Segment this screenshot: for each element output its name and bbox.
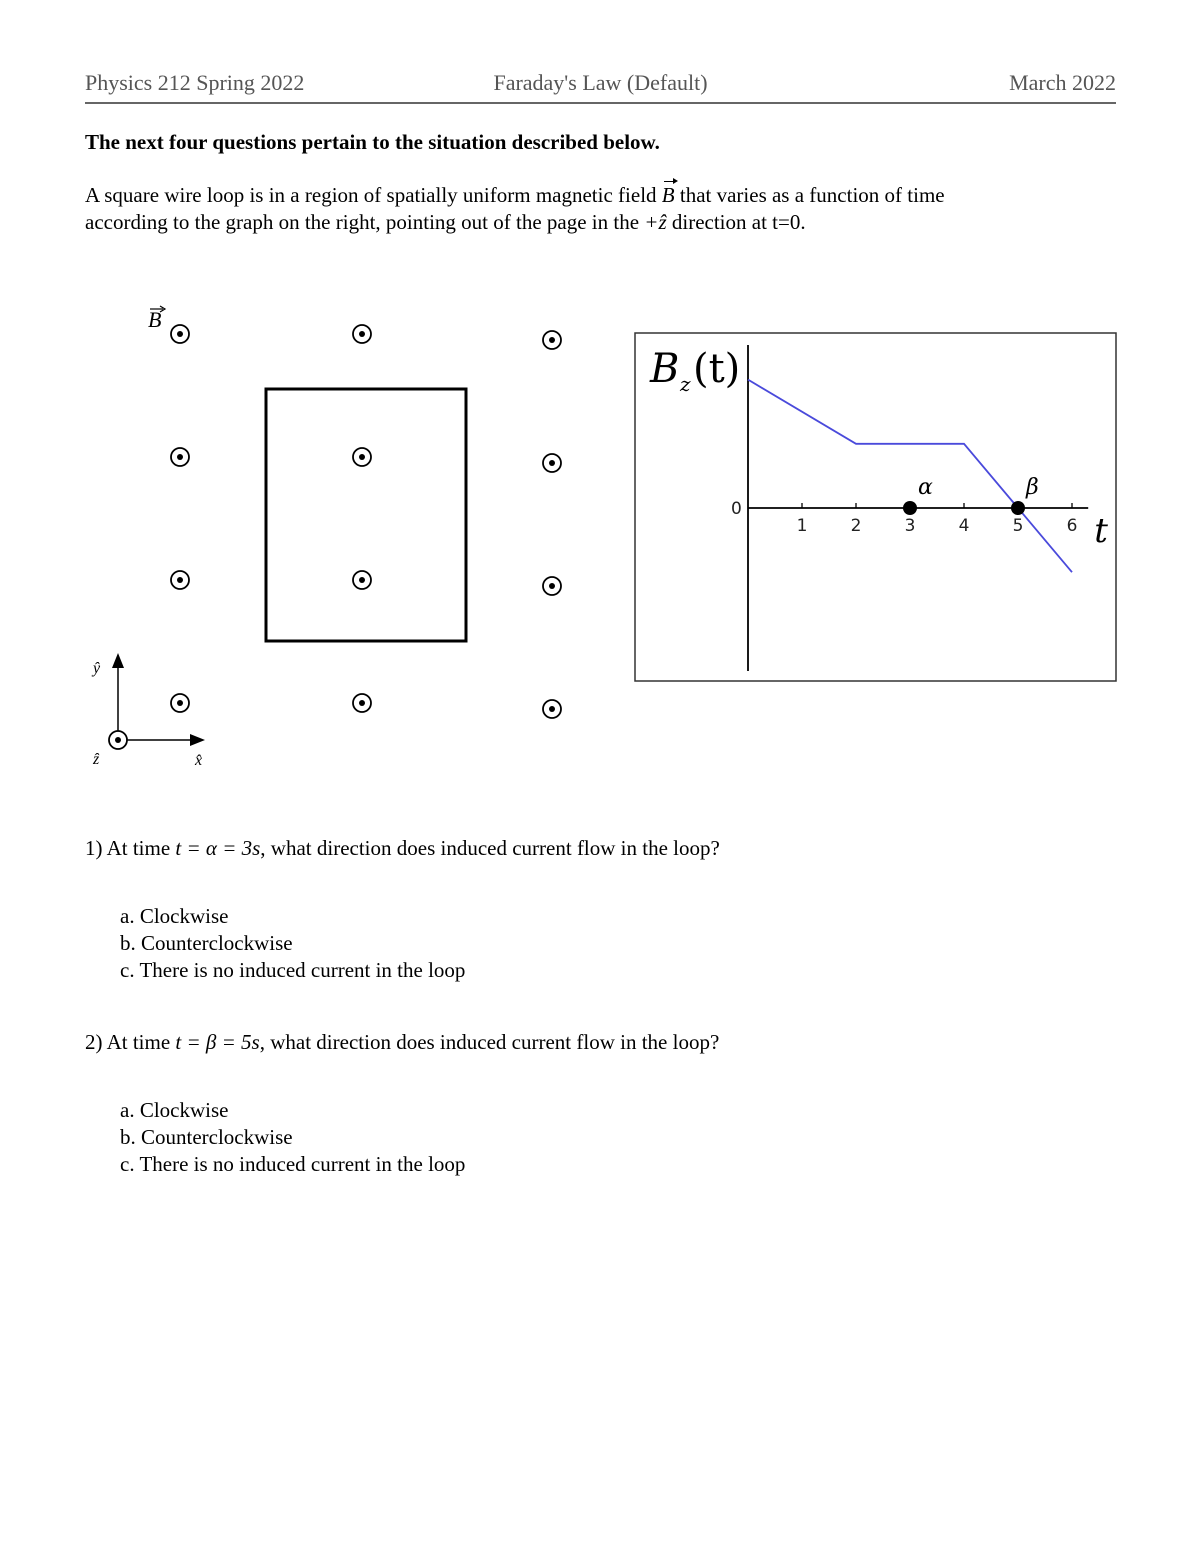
chart-title-subscript: z bbox=[680, 372, 691, 396]
x-tick-label: 5 bbox=[1012, 516, 1024, 536]
b-vector-symbol: B bbox=[661, 183, 675, 207]
y-zero-label: 0 bbox=[731, 499, 742, 519]
z-axis-label: ẑ bbox=[93, 751, 100, 768]
out-of-page-dot-icon bbox=[543, 331, 561, 349]
marked-point bbox=[903, 501, 917, 515]
question-1 bbox=[85, 836, 720, 861]
chart-title-b: B bbox=[650, 346, 680, 392]
choice-clockwise: a. Clockwise bbox=[120, 904, 229, 928]
out-of-page-dot-icon bbox=[171, 325, 189, 343]
choice-clockwise: a. Clockwise bbox=[120, 1098, 229, 1122]
question-1-suffix: , what direction does induced current flow in the loop? bbox=[260, 836, 720, 860]
x-tick-label: 2 bbox=[850, 516, 862, 536]
z-axis-dot-icon bbox=[109, 731, 127, 749]
marked-point-label: β bbox=[1026, 475, 1039, 500]
question-2 bbox=[85, 1030, 719, 1055]
choice-no-current: c. There is no induced current in the loop bbox=[120, 1152, 466, 1176]
x-tick-label: 4 bbox=[958, 516, 970, 536]
question-2-choices bbox=[120, 1097, 465, 1178]
x-tick-label: 3 bbox=[904, 516, 916, 536]
intro-line-2-end: direction at t=0. bbox=[666, 210, 806, 234]
z-hat-symbol: +ẑ bbox=[644, 210, 667, 234]
x-axis-label: x̂ bbox=[195, 752, 203, 769]
out-of-page-dot-icon bbox=[353, 571, 371, 589]
out-of-page-dot-icon bbox=[353, 694, 371, 712]
header-divider bbox=[85, 102, 1116, 104]
question-1-choices bbox=[120, 903, 465, 984]
intro-line-1-start: A square wire loop is in a region of spatially uniform magnetic field bbox=[85, 183, 662, 207]
header-date: March 2022 bbox=[1009, 70, 1116, 95]
intro-line-2 bbox=[85, 210, 806, 235]
marked-point-label: α bbox=[918, 475, 933, 500]
page-header bbox=[85, 70, 1116, 98]
assignment-title: Faraday's Law (Default) bbox=[493, 70, 708, 95]
out-of-page-dot-icon bbox=[543, 577, 561, 595]
choice-no-current: c. There is no induced current in the loop bbox=[120, 958, 466, 982]
marked-point bbox=[1011, 501, 1025, 515]
y-axis-label: ŷ bbox=[93, 660, 101, 677]
figure bbox=[80, 290, 1130, 780]
question-2-prefix: 2) At time bbox=[85, 1030, 176, 1054]
bz-chart bbox=[635, 333, 1116, 681]
choice-counterclockwise: b. Counterclockwise bbox=[120, 1125, 293, 1149]
question-2-equation: t = β = 5s bbox=[175, 1030, 260, 1054]
intro-line-2-start: according to the graph on the right, pointing out of the page in the bbox=[85, 210, 645, 234]
x-tick-label: 1 bbox=[796, 516, 808, 536]
wire-loop bbox=[266, 389, 466, 641]
question-2-suffix: , what direction does induced current flow in the loop? bbox=[259, 1030, 720, 1054]
out-of-page-dot-icon bbox=[353, 448, 371, 466]
x-tick-label: 6 bbox=[1066, 516, 1078, 536]
x-axis-title: t bbox=[1094, 511, 1108, 551]
question-1-equation: t = α = 3s bbox=[175, 836, 261, 860]
chart-title-argument: (t) bbox=[693, 346, 741, 392]
out-of-page-dot-icon bbox=[543, 700, 561, 718]
intro-line-1-end: that varies as a function of time bbox=[674, 183, 945, 207]
intro-line-1 bbox=[85, 183, 945, 208]
out-of-page-dot-icon bbox=[171, 448, 189, 466]
out-of-page-dot-icon bbox=[353, 325, 371, 343]
out-of-page-dot-icon bbox=[171, 694, 189, 712]
field-label: B bbox=[148, 307, 162, 332]
out-of-page-dot-icon bbox=[171, 571, 189, 589]
course-title: Physics 212 Spring 2022 bbox=[85, 70, 305, 95]
choice-counterclockwise: b. Counterclockwise bbox=[120, 931, 293, 955]
intro-heading: The next four questions pertain to the situation described below. bbox=[85, 130, 660, 154]
question-1-prefix: 1) At time bbox=[85, 836, 176, 860]
figure-svg bbox=[80, 290, 1130, 780]
out-of-page-dot-icon bbox=[543, 454, 561, 472]
